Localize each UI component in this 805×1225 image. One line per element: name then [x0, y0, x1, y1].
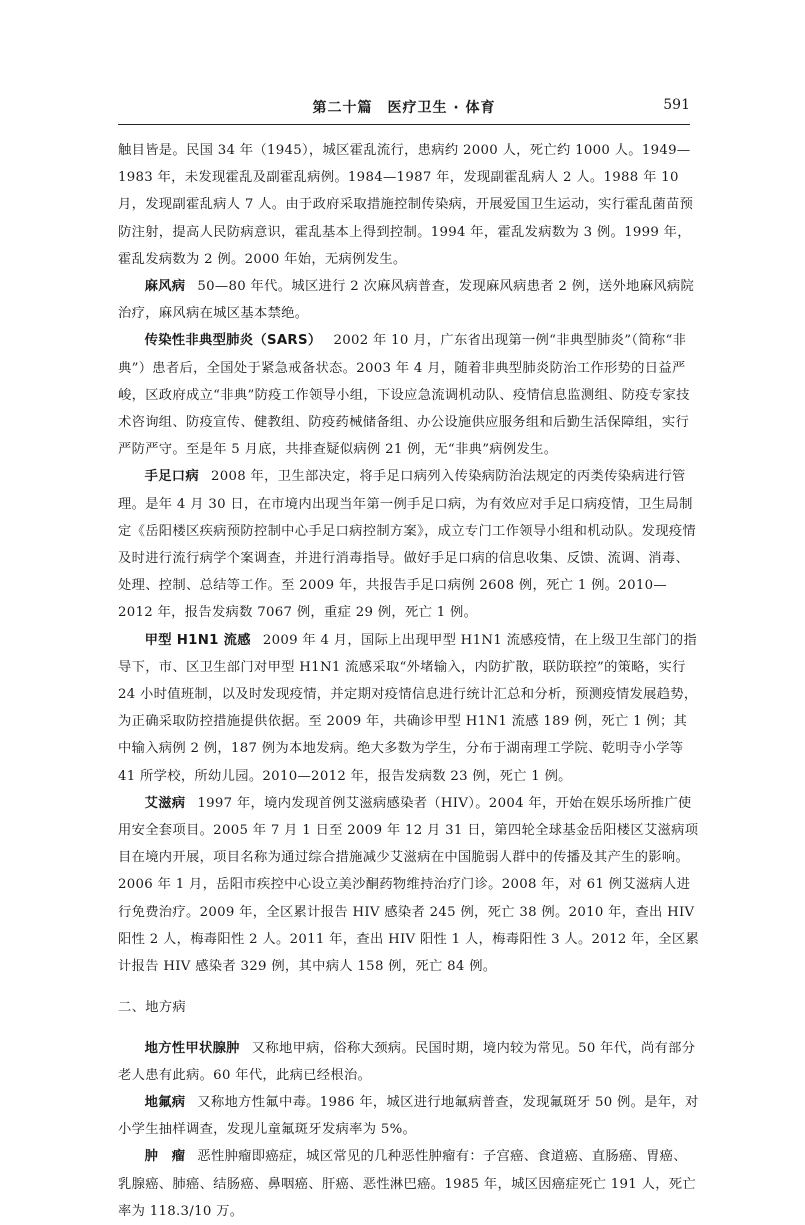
paragraph-text: 触目皆是。民国 34 年（1945），城区霍乱流行，患病约 2000 人，死亡约 1000 人。1949—1983 年，未发现霍乱及副霍乱病例。1984—1987 年，发现副霍乱病人 2 人。1988 年 10 月，发现副霍乱病人 7 人。由于政府采取措施控制传染病，开展爱国卫生运动，实行霍乱菌苗预防注射，提高人民防病意识，霍乱基本上得到控制。1994 年，霍乱发病数为 3 例。1999 年，霍乱发病数为 2 例。2000 年始，无病例发生。 — [118, 143, 694, 267]
paragraph-keyword: 地氟病 — [144, 1094, 186, 1110]
paragraph-text: 2008 年，卫生部决定，将手足口病列入传染病防治法规定的丙类传染病进行管理。是年 4 月 30 日，在市境内出现当年第一例手足口病，为有效应对手足口病疫情，卫生局制定《岳阳楼区疾病预防控制中心手足口病控制方案》，成立专门工作领导小组和机动队。发现疫情及时进行流行病学个案调查，并进行消毒指导。做好手足口病的信息收集、反馈、流调、消毒、处理、控制、总结等工作。至 2009 年，共报告手足口病例 2608 例，死亡 1 例。2010—2012 年，报告发病数 7067 例，重症 29 例，死亡 1 例。 — [118, 469, 697, 621]
paragraph-fluorosis — [118, 1089, 700, 1143]
paragraph-hfmd — [118, 463, 700, 626]
paragraph-aids — [118, 790, 700, 980]
paragraph-goiter — [118, 1035, 700, 1089]
page-body — [118, 137, 700, 1225]
paragraph-keyword: 甲型 H1N1 流感 — [144, 632, 251, 648]
paragraph-keyword: 地方性甲状腺肿 — [144, 1040, 240, 1056]
paragraph-keyword: 手足口病 — [144, 469, 199, 485]
section-heading: 二、地方病 — [118, 1000, 186, 1016]
paragraph-keyword: 艾滋病 — [144, 795, 186, 811]
paragraph-text: 2002 年 10 月，广东省出现第一例“非典型肺炎”（简称“非典”）患者后，全国处于紧急戒备状态。2003 年 4 月，随着非典型肺炎防治工作形势的日益严峻，区政府成立“非典”防疫工作领导小组，下设应急流调机动队、疫情信息监测组、防疫专家技术咨询组、防疫宣传、健教组、防疫药械储备组、办公设施供应服务组和后勤生活保障组，实行严防严守。至是年 5 月底，共排查疑似病例 21 例，无“非典”病例发生。 — [118, 333, 690, 458]
paragraph-keyword: 肿 瘤 — [144, 1149, 186, 1165]
paragraph-h1n1 — [118, 627, 700, 790]
header-rule — [118, 124, 690, 125]
paragraph-tumor — [118, 1143, 700, 1225]
paragraph-text: 恶性肿瘤即癌症，城区常见的几种恶性肿瘤有：子宫癌、食道癌、直肠癌、胃癌、乳腺癌、肺癌、结肠癌、鼻咽癌、肝癌、恶性淋巴癌。1985 年，城区因癌症死亡 191 人，死亡率为 118.3/10 万。 — [118, 1149, 696, 1219]
paragraph-text: 又称地方性氟中毒。1986 年，城区进行地氟病普查，发现氟斑牙 50 例。是年，对小学生抽样调查，发现儿童氟斑牙发病率为 5%。 — [118, 1094, 699, 1138]
paragraph-text: 2009 年 4 月，国际上出现甲型 H1N1 流感疫情，在上级卫生部门的指导下，市、区卫生部门对甲型 H1N1 流感采取“外堵输入，内防扩散，联防联控”的策略，实行 24 小时值班制，以及时发现疫情，并定期对疫情信息进行统计汇总和分析，预测疫情发展趋势，为正确采取防控措施提供依据。至 2009 年，共确诊甲型 H1N1 流感 189 例，死亡 1 例；其中输入病例 2 例，187 例为本地发病。绝大多数为学生，分布于湖南理工学院、乾明寺小学等 41 所学校，所幼儿园。2010—2012 年，报告发病数 23 例，死亡 1 例。 — [118, 632, 698, 784]
paragraph-cholera-continued — [118, 137, 700, 273]
page-number: 591 — [663, 97, 690, 113]
paragraph-text: 50—80 年代。城区进行 2 次麻风病普查，发现麻风病患者 2 例，送外地麻风病院治疗，麻风病在城区基本禁绝。 — [118, 279, 695, 322]
paragraph-keyword: 传染性非典型肺炎（SARS） — [144, 333, 322, 349]
paragraph-sars — [118, 327, 700, 463]
paragraph-text: 1997 年，境内发现首例艾滋病感染者（HIV）。2004 年，开始在娱乐场所推广使用安全套项目。2005 年 7 月 1 日至 2009 年 12 月 31 日，第四轮全球基金岳阳楼区艾滋病项目在境内开展，项目名称为通过综合措施减少艾滋病在中国脆弱人群中的传播及其产生的影响。2006 年 1 月，岳阳市疾控中心设立美沙酮药物维持治疗门诊。2008 年，对 61 例艾滋病人进行免费治疗。2009 年，全区累计报告 HIV 感染者 245 例，死亡 38 例。2010 年，查出 HIV 阳性 2 人，梅毒阳性 2 人。2011 年，查出 HIV 阳性 1 人，梅毒阳性 3 人。2012 年，全区累计报告 HIV 感染者 329 例，其中病人 158 例，死亡 84 例。 — [118, 795, 700, 975]
paragraph-keyword: 麻风病 — [144, 279, 186, 295]
running-title: 第二十篇 医疗卫生 · 体育 — [312, 100, 496, 116]
paragraph-text: 又称地甲病，俗称大颈病。民国时期，境内较为常见。50 年代，尚有部分老人患有此病。60 年代，此病已经根治。 — [118, 1040, 696, 1083]
paragraph-leprosy — [118, 273, 700, 327]
page-header — [118, 97, 690, 123]
